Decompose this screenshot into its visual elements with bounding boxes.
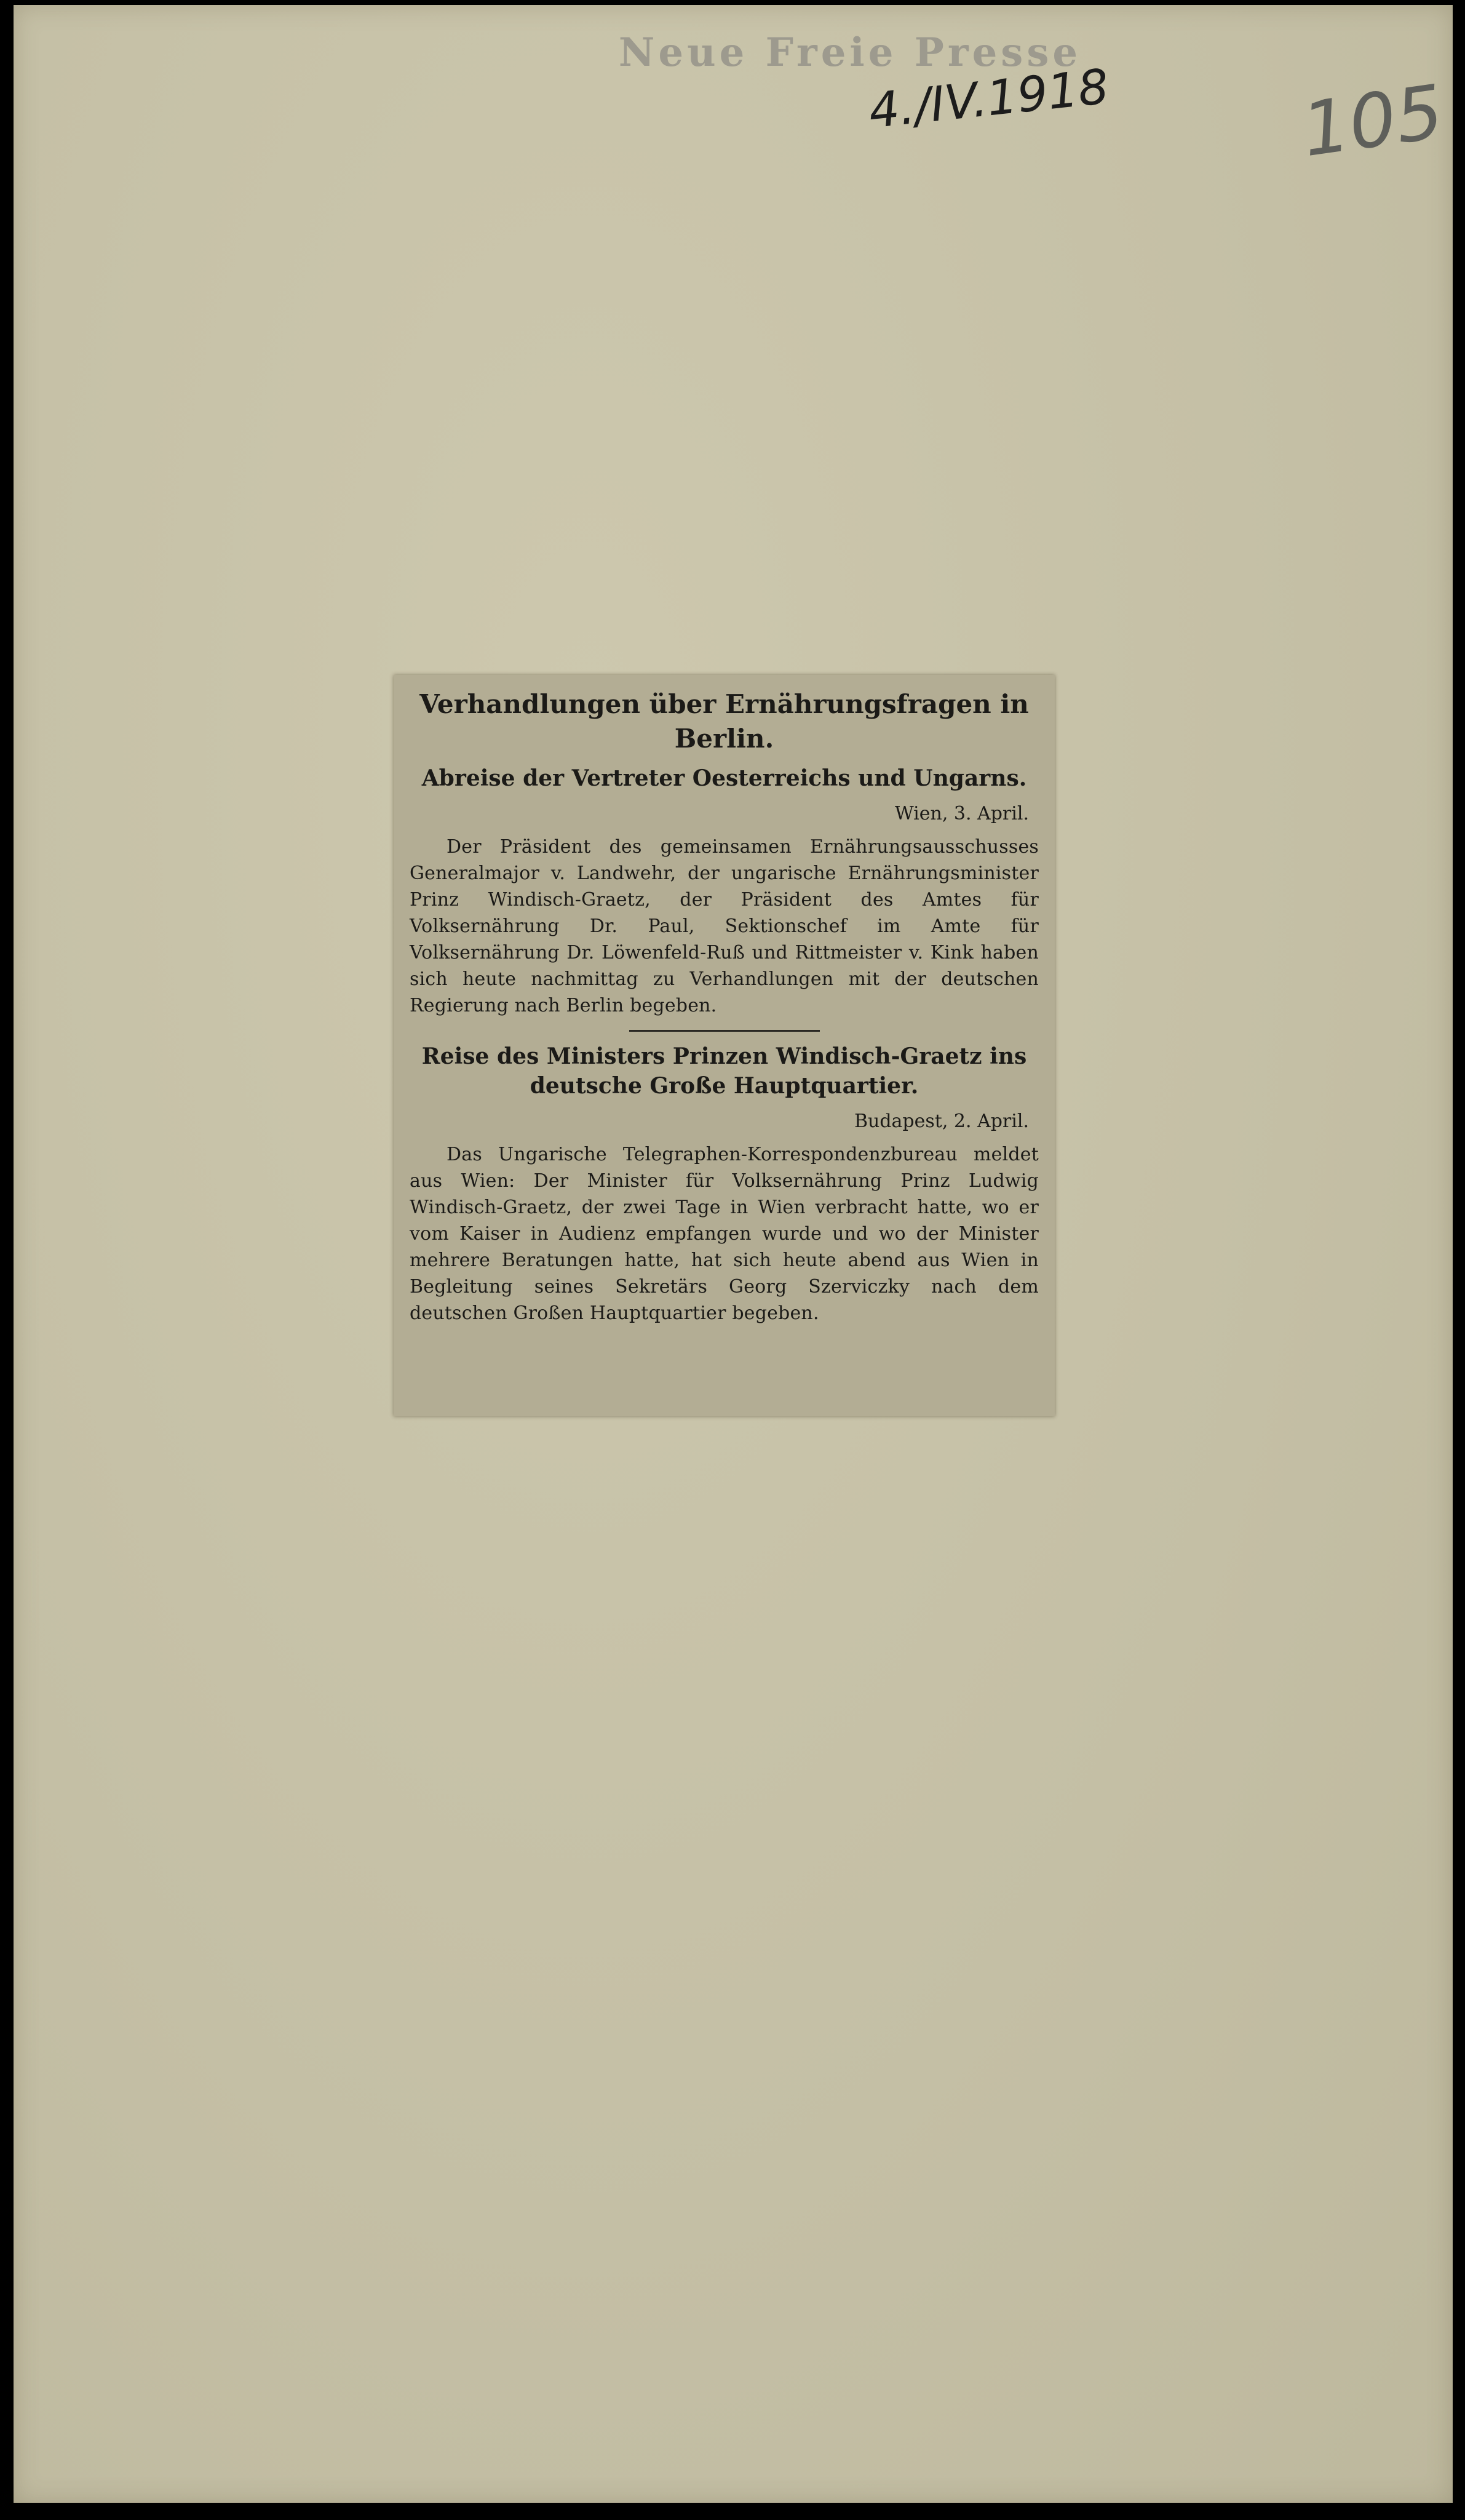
article-divider (629, 1030, 820, 1032)
page-number: 105 (1296, 69, 1449, 174)
article-2-body: Das Ungarische Telegraphen-Korrespondenzbureau meldet aus Wien: Der Minister für Volksernährung Prinz Ludwig Windisch-Graetz, der zwei Tage in Wien verbracht hatte, wo er vom Kaiser in Audienz empfangen wurde und wo der Minister mehrere Beratungen hatte, hat sich heute abend aus Wien in Begleitung seines Sekretärs Georg Szerviczky nach dem deutschen Großen Hauptquartier begeben. (410, 1144, 1039, 1324)
article-1 (410, 687, 1039, 1019)
article-2 (410, 1042, 1039, 1326)
handwritten-date: 4./IV.1918 (866, 59, 1111, 140)
article-2-dateline: Budapest, 2. April. (854, 1110, 1029, 1132)
article-1-body: Der Präsident des gemeinsamen Ernährungsausschusses Generalmajor v. Landwehr, der ungarische Ernährungsminister Prinz Windisch-Graetz, der Präsident des Amtes für Volksernährung Dr. Paul, Sektionschef im Amte für Volksernährung Dr. Löwenfeld-Ruß und Rittmeister v. Kink haben sich heute nachmittag zu Verhandlungen mit der deutschen Regierung nach Berlin begeben. (410, 836, 1039, 1016)
article-1-dateline: Wien, 3. April. (894, 803, 1029, 824)
article-2-title: Reise des Ministers Prinzen Windisch-Graetz ins deutsche Große Hauptquartier. (421, 1043, 1027, 1099)
newspaper-stamp: Neue Freie Presse (618, 30, 1082, 76)
article-1-title: Verhandlungen über Ernährungsfragen in Berlin. (419, 689, 1029, 754)
newspaper-clipping (394, 675, 1055, 1416)
article-1-subtitle: Abreise der Vertreter Oesterreichs und Ungarns. (421, 765, 1027, 791)
